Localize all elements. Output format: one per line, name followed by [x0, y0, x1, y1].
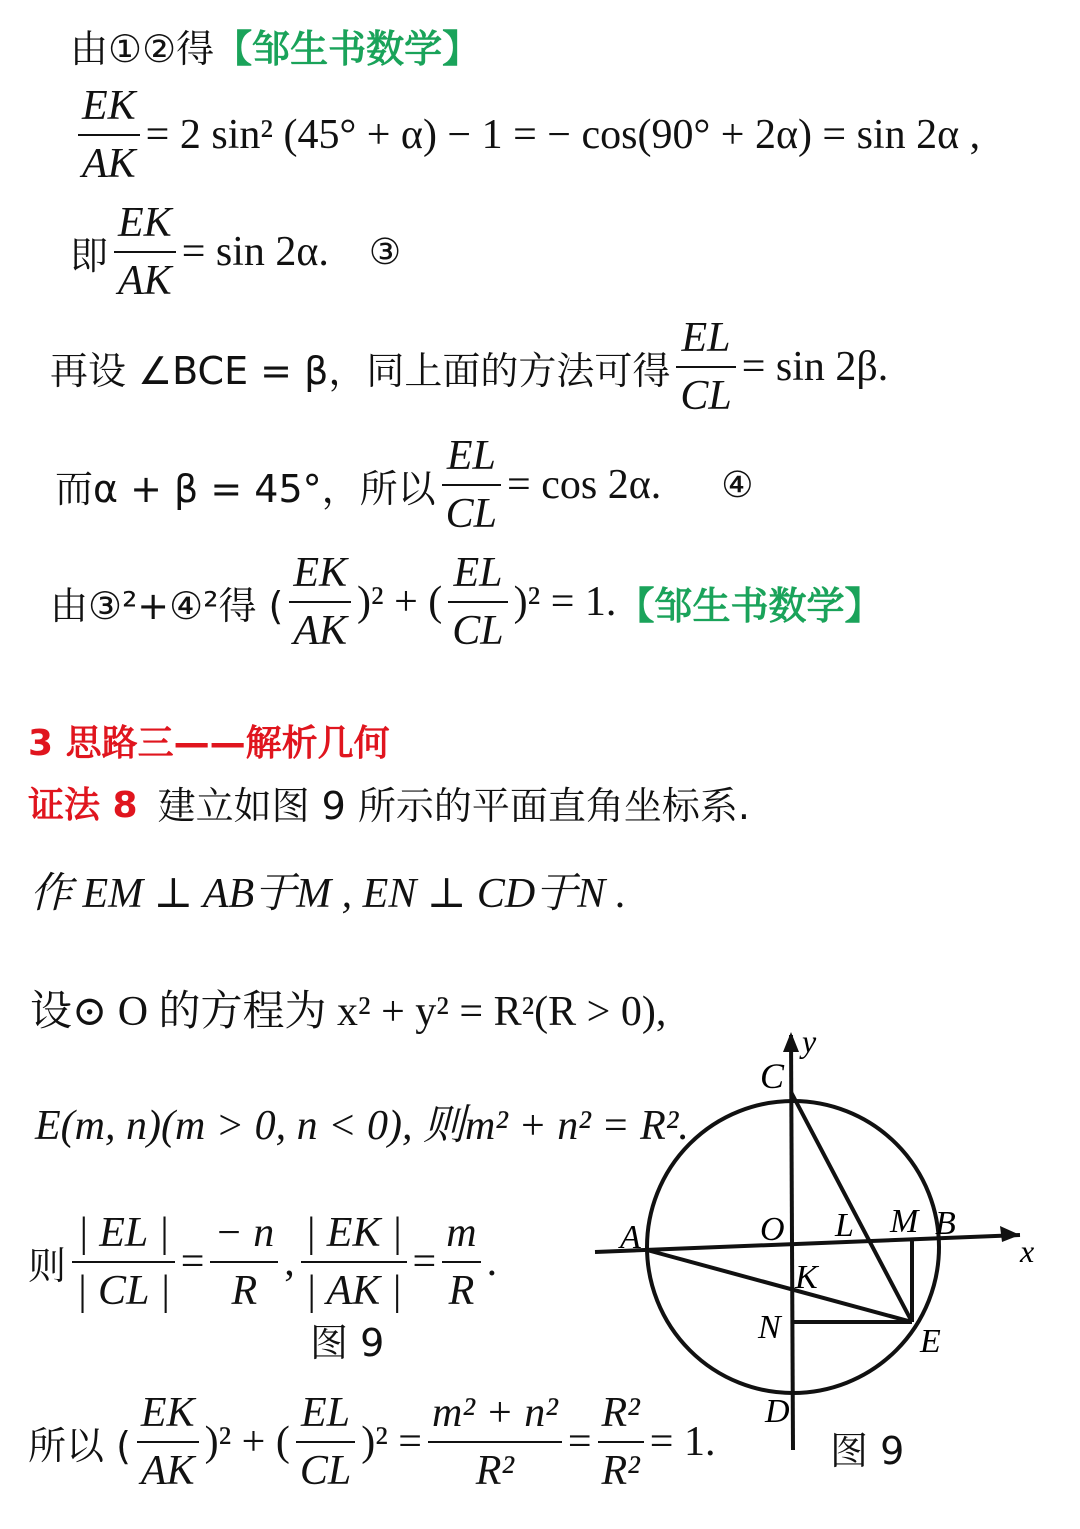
numerator: EL	[681, 315, 731, 361]
label-d: D	[765, 1393, 790, 1430]
numerator: EK	[293, 550, 348, 596]
caption-text: 图 9	[310, 1321, 385, 1365]
equation-4	[55, 428, 754, 542]
numerator: EK	[118, 200, 172, 246]
fraction	[448, 545, 507, 659]
equation-rhs: = sin 2α.	[181, 229, 329, 275]
equation-rhs: )² = 1.	[513, 579, 617, 625]
denominator: R²	[601, 1448, 640, 1494]
ratio-equations	[28, 1205, 497, 1319]
equation-marker: ③	[368, 231, 402, 273]
label-c: C	[760, 1056, 785, 1096]
denominator: AK	[140, 1448, 195, 1494]
section-heading: 3 思路三——解析几何	[28, 723, 390, 764]
numerator: R²	[601, 1390, 640, 1436]
denominator: R	[231, 1268, 258, 1314]
equation-rhs: = sin 2β.	[741, 344, 889, 390]
label-b: B	[935, 1205, 956, 1242]
numerator: | EK |	[304, 1210, 403, 1256]
proof-label: 证法 8	[28, 785, 138, 826]
circle-equation-text: 设⊙ O 的方程为 x² + y² = R²(R > 0),	[30, 989, 667, 1035]
denominator: AK	[293, 608, 348, 654]
point-e-text: E(m, n)(m > 0, n < 0), 则m² + n² = R².	[35, 1103, 689, 1149]
fraction	[289, 545, 351, 659]
step-prefix: 即	[70, 233, 109, 278]
label-a: A	[620, 1219, 641, 1256]
label-y: y	[802, 1023, 817, 1059]
equals: =	[412, 1239, 437, 1285]
numerator: EK	[140, 1390, 195, 1436]
numerator: EL	[453, 550, 503, 596]
fraction	[442, 1205, 480, 1319]
numerator: EL	[301, 1390, 351, 1436]
comma: ,	[284, 1239, 295, 1285]
operator: )² + (	[204, 1419, 290, 1465]
denominator: CL	[680, 373, 732, 419]
period: .	[486, 1239, 498, 1285]
x-axis	[595, 1235, 1020, 1252]
numerator: − n	[214, 1210, 275, 1256]
denominator: CL	[445, 491, 498, 537]
watermark-tag: 【邹生书数学】	[214, 27, 481, 71]
watermark-tag: 【邹生书数学】	[616, 583, 883, 628]
numerator: m	[446, 1210, 477, 1256]
step-prefix: 则	[28, 1243, 67, 1288]
equation-rhs: = 2 sin² (45° + α) − 1 = − cos(90° + 2α) = sin 2α ,	[145, 112, 981, 158]
y-axis-arrow	[783, 1032, 799, 1052]
figure-caption-inline	[310, 1312, 384, 1367]
geometry-figure	[580, 1020, 1060, 1460]
equation-rhs: = 1.	[649, 1419, 716, 1465]
equation-sum-squares	[50, 545, 882, 659]
circle-equation	[30, 978, 666, 1038]
numerator: | EL |	[77, 1210, 170, 1256]
fraction	[114, 195, 176, 309]
proof-text: 建立如图 9 所示的平面直角坐标系.	[157, 784, 751, 828]
equation-marker: ④	[721, 464, 754, 506]
denominator: | AK |	[305, 1268, 403, 1314]
numerator: EL	[446, 433, 496, 479]
proof-heading	[28, 775, 750, 830]
step-prefix: 再设 ∠BCE = β，同上面的方法可得	[50, 348, 671, 393]
fraction	[78, 78, 140, 192]
equation-beta	[50, 310, 888, 424]
construction-text: 作 EM ⊥ AB于M , EN ⊥ CD于N .	[30, 871, 627, 917]
fraction	[137, 1385, 199, 1499]
label-e: E	[920, 1323, 941, 1360]
fraction	[676, 310, 735, 424]
denominator: R²	[475, 1448, 515, 1494]
fraction	[296, 1385, 355, 1499]
step-prefix: 由③²+④²得 (	[50, 583, 284, 628]
step-prefix: 所以 (	[28, 1423, 131, 1468]
label-x: x	[1020, 1233, 1035, 1269]
equation-ek-ak	[72, 78, 980, 192]
step-prefix: 由①②得	[70, 27, 215, 71]
denominator: AK	[118, 258, 172, 304]
equation-3	[70, 195, 401, 309]
label-m: M	[890, 1203, 919, 1240]
x-axis-arrow	[1000, 1226, 1020, 1242]
numerator: m² + n²	[431, 1390, 558, 1436]
denominator: R	[448, 1268, 475, 1314]
fraction	[210, 1205, 278, 1319]
fraction	[72, 1205, 175, 1319]
section-title	[28, 715, 390, 766]
caption-text: 图 9	[830, 1429, 905, 1473]
fraction	[428, 1385, 562, 1499]
denominator: | CL |	[76, 1268, 171, 1314]
label-o: O	[760, 1211, 785, 1248]
operator: )² + (	[357, 579, 443, 625]
label-k: K	[795, 1259, 818, 1296]
fraction	[301, 1205, 407, 1319]
equals: =	[180, 1239, 205, 1285]
construction-line	[30, 860, 626, 920]
operator: )² =	[361, 1419, 422, 1465]
step-intro	[70, 18, 480, 73]
denominator: AK	[82, 141, 136, 187]
label-n: N	[758, 1309, 781, 1346]
numerator: EK	[82, 83, 136, 129]
denominator: CL	[299, 1448, 352, 1494]
step-prefix: 而α + β = 45°，所以	[55, 466, 436, 511]
fraction	[442, 428, 501, 542]
label-l: L	[835, 1207, 854, 1244]
equation-rhs: = cos 2α.	[507, 462, 662, 508]
denominator: CL	[452, 608, 504, 654]
equals: =	[567, 1419, 592, 1465]
